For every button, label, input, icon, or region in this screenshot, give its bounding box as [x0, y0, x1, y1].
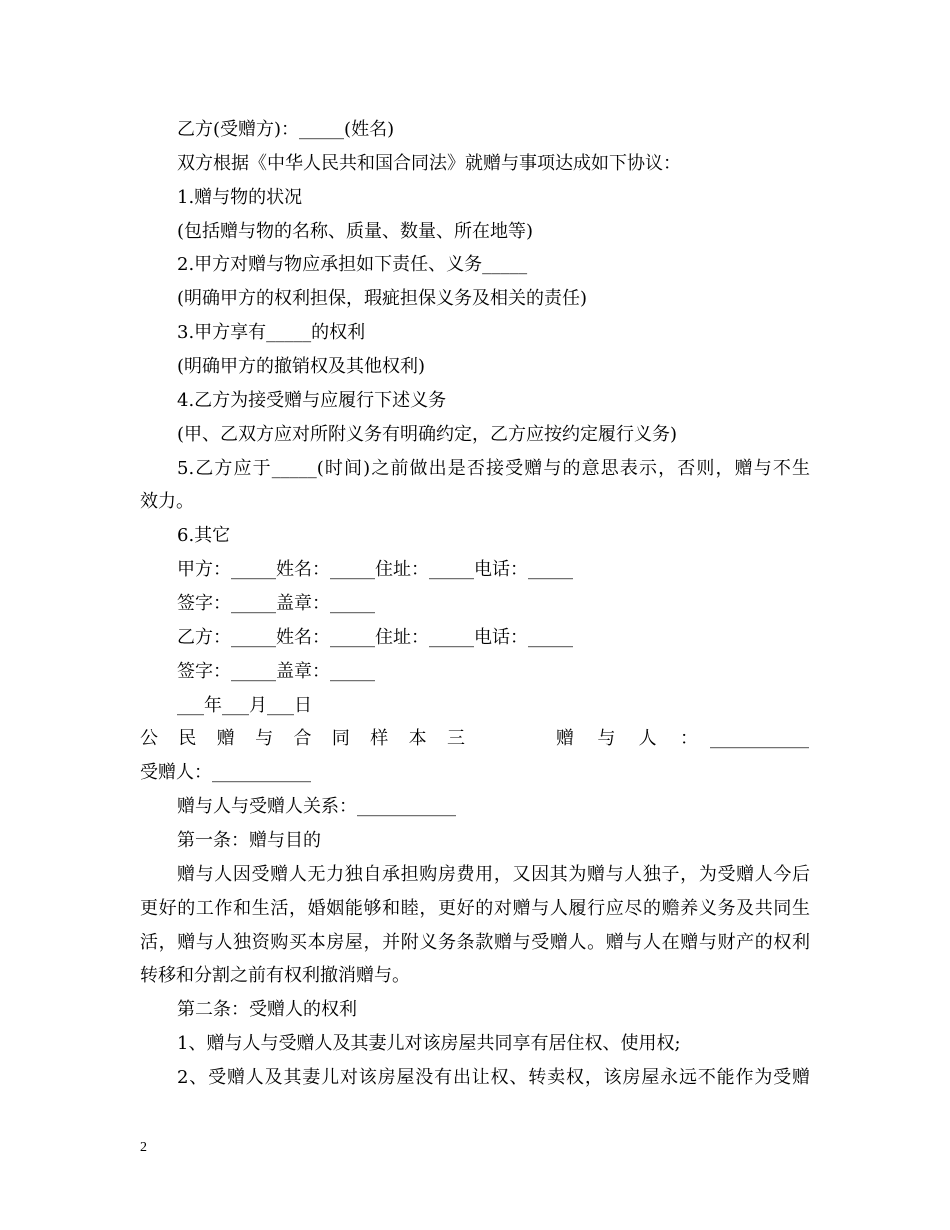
- article-1-text: 赠与人因受赠人无力独自承担购房费用，又因其为赠与人独子，为受赠人今后: [177, 863, 810, 885]
- clause-6-heading: 6.其它: [177, 525, 231, 547]
- clause-5-text: 5.乙方应于_____(时间)之前做出是否接受赠与的意思表示，否则，赠与不生: [177, 457, 810, 479]
- clause-1-note: (包括赠与物的名称、质量、数量、所在地等): [177, 220, 534, 242]
- agreement-intro: 双方根据《中华人民共和国合同法》就赠与事项达成如下协议：: [177, 152, 681, 174]
- relationship-line: 赠与人与受赠人关系：___________: [177, 796, 456, 818]
- date-line: ___年___月___日: [177, 694, 312, 716]
- article-1-text: 活，赠与人独资购买本房屋，并附义务条款赠与受赠人。赠与人在赠与财产的权利: [140, 931, 810, 953]
- clause-1-heading: 1.赠与物的状况: [177, 186, 303, 208]
- clause-2-heading: 2.甲方对赠与物应承担如下责任、义务_____: [177, 254, 528, 276]
- page-number: 2: [140, 1140, 147, 1155]
- party-b-line: 乙方(受赠方)：_____(姓名): [177, 119, 395, 140]
- article-2-item-2: 2、受赠人及其妻儿对该房屋没有出让权、转卖权，该房屋永远不能作为受赠: [177, 1067, 810, 1089]
- clause-3-note: (明确甲方的撤销权及其他权利): [177, 356, 426, 378]
- party-a-signature-seal: 签字：_____盖章：_____: [177, 593, 375, 615]
- donor-blank: ___________: [710, 728, 809, 750]
- article-2-heading: 第二条：受赠人的权利: [177, 999, 357, 1021]
- article-1-text: 转移和分割之前有权利撤消赠与。: [140, 965, 410, 987]
- article-2-item-1: 1、赠与人与受赠人及其妻儿对该房屋共同享有居住权、使用权;: [177, 1033, 681, 1055]
- donor-label: 赠与人：: [556, 728, 698, 750]
- clause-2-note: (明确甲方的权利担保，瑕疵担保义务及相关的责任): [177, 288, 588, 310]
- document-body: [140, 113, 810, 1095]
- clause-4-heading: 4.乙方为接受赠与应履行下述义务: [177, 389, 447, 411]
- article-1-text: 更好的工作和生活，婚姻能够和睦，更好的对赠与人履行应尽的赡养义务及共同生: [140, 897, 810, 919]
- clause-4-note: (甲、乙双方应对所附义务有明确约定，乙方应按约定履行义务): [177, 423, 678, 445]
- article-1-heading: 第一条：赠与目的: [177, 830, 321, 852]
- party-b-signature-seal: 签字：_____盖章：_____: [177, 660, 375, 682]
- sample-heading-line: [140, 722, 810, 756]
- party-a-signature-info: 甲方：_____姓名：_____住址：_____电话：_____: [177, 559, 573, 581]
- clause-5-text-continued: 效力。: [140, 491, 194, 513]
- party-b-signature-info: 乙方：_____姓名：_____住址：_____电话：_____: [177, 626, 573, 648]
- donee-line: 受赠人：___________: [140, 762, 311, 784]
- sample-title: 公民赠与合同样本三: [140, 728, 465, 750]
- clause-3-heading: 3.甲方享有_____的权利: [177, 322, 366, 344]
